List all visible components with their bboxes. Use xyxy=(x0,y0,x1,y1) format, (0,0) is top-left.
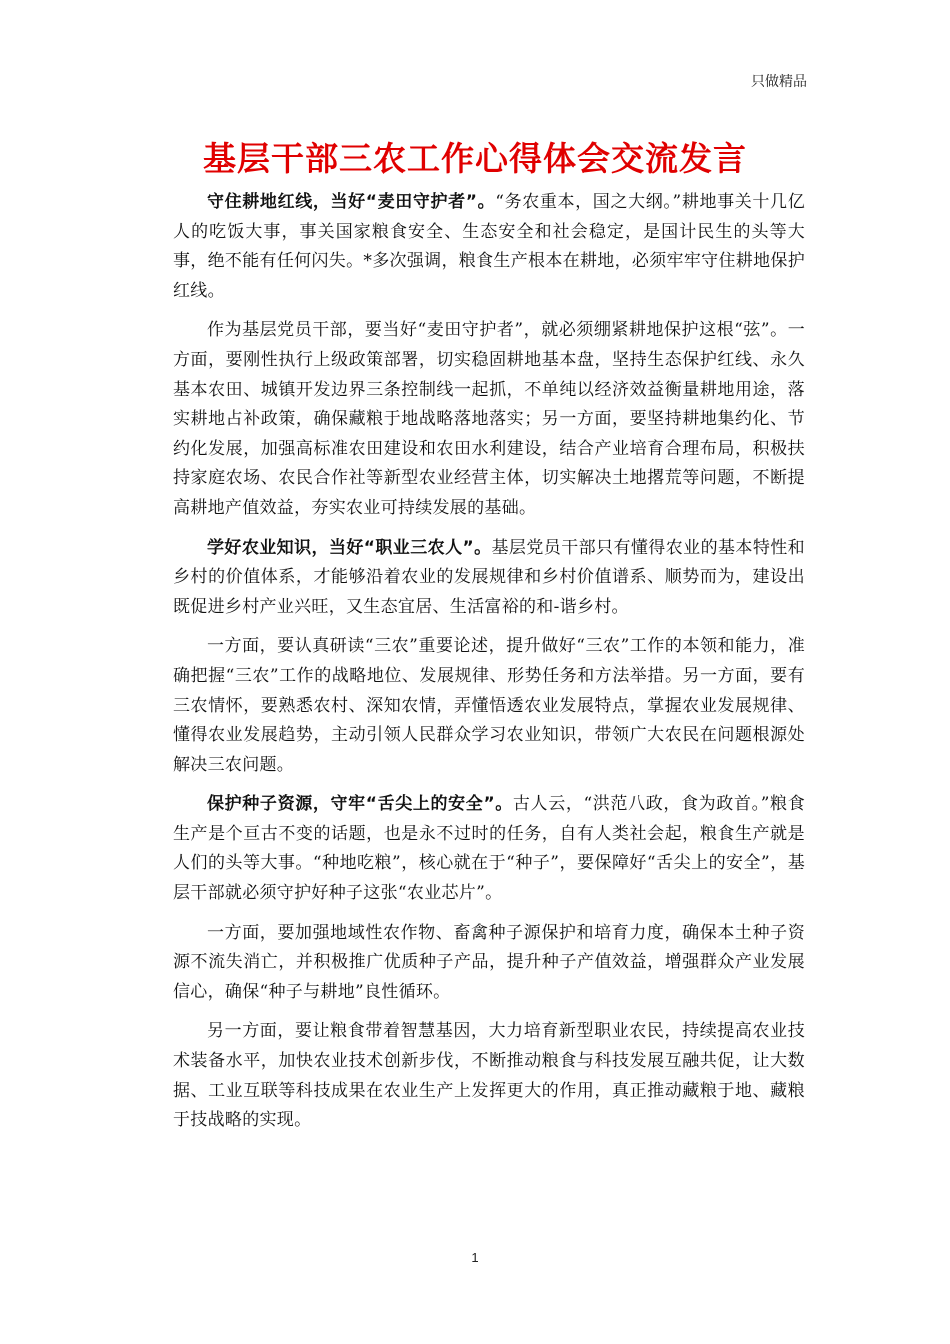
paragraph-4 xyxy=(173,632,805,780)
paragraph-2 xyxy=(173,316,805,523)
paragraph-lead: 保护种子资源，守牢“舌尖上的安全”。 xyxy=(207,794,513,815)
paragraph-lead: 守住耕地红线，当好“麦田守护者”。 xyxy=(207,192,496,212)
page-number: 1 xyxy=(471,1250,479,1265)
paragraph-text: 一方面，要认真研读“三农”重要论述，提升做好“三农”工作的本领和能力，准确把握“三农”工作的战略地位、发展规律、形势任务和方法举措。另一方面，要有三农情怀，要熟悉农村、深知农情，弄懂悟透农业发展特点，掌握农业发展规律、懂得农业发展趋势，主动引领人民群众学习农业知识，带领广大农民在问题根源处解决三农问题。 xyxy=(173,636,805,775)
paragraph-5 xyxy=(173,790,805,908)
paragraph-1 xyxy=(173,188,805,306)
paragraph-text: 作为基层党员干部，要当好“麦田守护者”，就必须绷紧耕地保护这根“弦”。一方面，要刚性执行上级政策部署，切实稳固耕地基本盘，坚持生态保护红线、永久基本农田、城镇开发边界三条控制线一起抓，不单纯以经济效益衡量耕地用途，落实耕地占补政策，确保藏粮于地战略落地落实；另一方面，要坚持耕地集约化、节约化发展，加强高标准农田建设和农田水利建设，结合产业培育合理布局，积极扶持家庭农场、农民合作社等新型农业经营主体，切实解决土地撂荒等问题，不断提高耕地产值效益，夯实农业可持续发展的基础。 xyxy=(173,320,805,518)
paragraph-7 xyxy=(173,1017,805,1135)
paragraph-lead: 学好农业知识，当好“职业三农人”。 xyxy=(207,537,492,558)
paragraph-text: 古人云，“洪范八政，食为政首。”粮食生产是个亘古不变的话题，也是永不过时的任务，自有人类社会起，粮食生产就是人们的头等大事。“种地吃粮”，核心就在于“种子”，要保障好“舌尖上的安全”，基层干部就必须守护好种子这张“农业芯片”。 xyxy=(173,794,806,904)
header-note: 只做精品 xyxy=(751,74,807,90)
paragraph-text: “务农重本，国之大纲。”耕地事关十几亿人的吃饭大事，事关国家粮食安全、生态安全和社会稳定，是国计民生的头等大事，绝不能有任何闪失。*多次强调，粮食生产根本在耕地，必须牢牢守住耕地保护红线。 xyxy=(173,192,805,301)
document-body xyxy=(173,188,805,1146)
paragraph-text: 一方面，要加强地域性农作物、畜禽种子源保护和培育力度，确保本土种子资源不流失消亡，并积极推广优质种子产品，提升种子产值效益，增强群众产业发展信心，确保“种子与耕地”良性循环。 xyxy=(173,922,805,1002)
paragraph-3 xyxy=(173,534,805,623)
paragraph-6 xyxy=(173,919,805,1008)
paragraph-text: 另一方面，要让粮食带着智慧基因，大力培育新型职业农民，持续提高农业技术装备水平，加快农业技术创新步伐，不断推动粮食与科技发展互融共促，让大数据、工业互联等科技成果在农业生产上发挥更大的作用，真正推动藏粮于地、藏粮于技战略的实现。 xyxy=(173,1021,805,1131)
document-title: 基层干部三农工作心得体会交流发言 xyxy=(203,139,747,178)
paragraph-text: 基层党员干部只有懂得农业的基本特性和乡村的价值体系，才能够沿着农业的发展规律和乡村价值谱系、顺势而为，建设出既促进乡村产业兴旺，又生态宜居、生活富裕的和-谐乡村。 xyxy=(173,537,805,617)
